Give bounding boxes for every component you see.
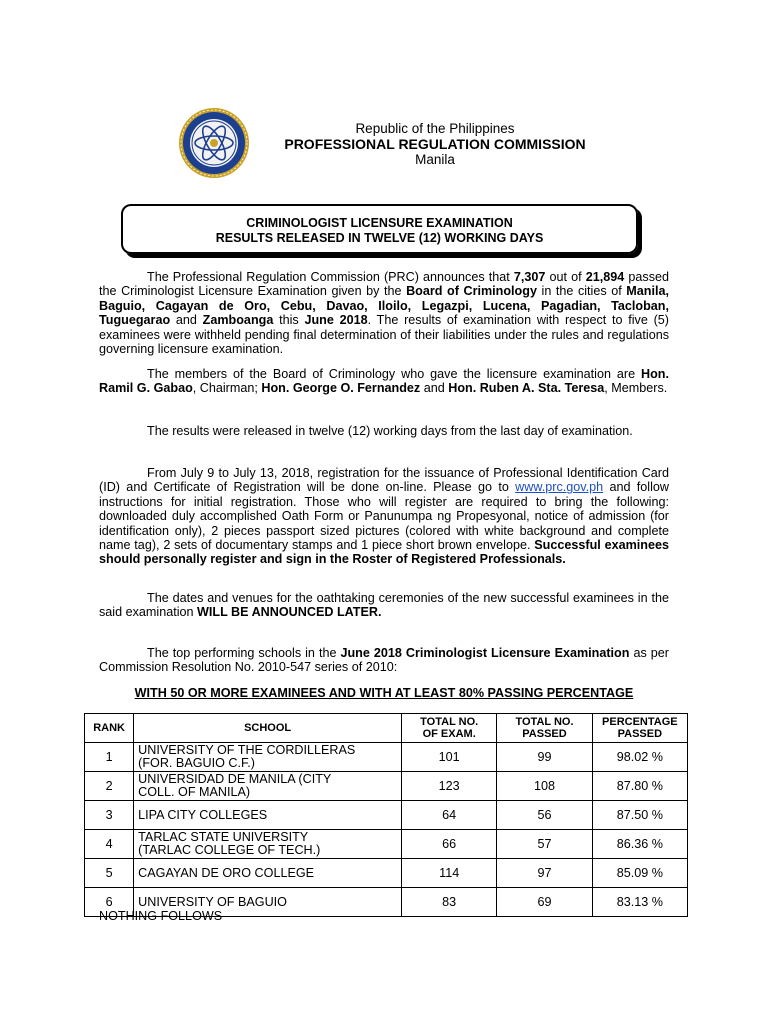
school-name-l1: TARLAC STATE UNIVERSITY bbox=[138, 830, 309, 844]
member-1-name: Hon. George O. Fernandez bbox=[261, 381, 421, 396]
p2-text-c: and bbox=[420, 381, 449, 396]
table-row bbox=[85, 801, 688, 830]
prc-website-link[interactable]: www.prc.gov.ph bbox=[515, 480, 604, 495]
total-passed-cell: 69 bbox=[497, 888, 592, 917]
p2-text-b: , Chairman; bbox=[192, 381, 262, 396]
school-name-l1: LIPA CITY COLLEGES bbox=[138, 807, 268, 822]
paragraph-oathtaking bbox=[99, 591, 669, 620]
total-passed-cell: 108 bbox=[497, 772, 592, 801]
total-exam-cell: 101 bbox=[402, 743, 497, 772]
header-percentage-l2: PASSED bbox=[617, 728, 663, 740]
school-name-l1: UNIVERSITY OF THE CORDILLERAS bbox=[138, 743, 356, 757]
last-city: Zamboanga bbox=[202, 313, 274, 328]
p1-text-g: . The results of examination with respect to five (5) examinees were withheld pending final determination of their liabilities under the rules and regulations governing licensure examination. bbox=[99, 313, 669, 357]
table-row bbox=[85, 772, 688, 801]
table-row bbox=[85, 859, 688, 888]
school-name-l1: CAGAYAN DE ORO COLLEGE bbox=[138, 865, 315, 880]
total-passed-cell: 97 bbox=[497, 859, 592, 888]
exam-date: June 2018 bbox=[304, 313, 368, 328]
total-exam-cell: 123 bbox=[402, 772, 497, 801]
paragraph-release-days bbox=[99, 424, 669, 438]
percentage-cell: 98.02 % bbox=[592, 743, 687, 772]
p1-text-d: in the cities of bbox=[536, 284, 627, 299]
school-cell bbox=[134, 830, 402, 859]
passed-count: 7,307 bbox=[513, 270, 546, 284]
chairman-name: Hon. Ramil G. Gabao bbox=[99, 367, 669, 396]
header-percentage bbox=[592, 714, 687, 743]
title-line-2: RESULTS RELEASED IN TWELVE (12) WORKING DAYS bbox=[215, 231, 544, 245]
rank-cell: 2 bbox=[85, 772, 134, 801]
p4-text-a: From July 9 to July 13, 2018, registration for the issuance of Professional Identification Card (ID) and Certificate of Registration will be done on-line. Please go to bbox=[99, 466, 669, 495]
p5-bold-notice: WILL BE ANNOUNCED LATER. bbox=[197, 605, 382, 620]
school-cell bbox=[134, 859, 402, 888]
criteria-heading: WITH 50 OR MORE EXAMINEES AND WITH AT LEAST 80% PASSING PERCENTAGE bbox=[134, 686, 634, 700]
header-total-exam-l2: OF EXAM. bbox=[422, 728, 476, 740]
rank-cell: 6 bbox=[85, 888, 134, 917]
results-table bbox=[84, 713, 688, 917]
percentage-cell: 87.50 % bbox=[592, 801, 687, 830]
school-name-l2: COLL. OF MANILA) bbox=[138, 785, 251, 799]
total-passed-cell: 99 bbox=[497, 743, 592, 772]
prc-seal-logo bbox=[178, 107, 250, 179]
header-republic: Republic of the Philippines bbox=[355, 121, 515, 136]
p2-text-d: , Members. bbox=[604, 381, 668, 396]
total-exam-cell: 66 bbox=[402, 830, 497, 859]
header-school: SCHOOL bbox=[134, 714, 402, 743]
header-percentage-l1: PERCENTAGE bbox=[602, 716, 678, 728]
total-count: 21,894 bbox=[585, 270, 625, 284]
school-cell bbox=[134, 772, 402, 801]
total-passed-cell: 56 bbox=[497, 801, 592, 830]
p3-text: The results were released in twelve (12) working days from the last day of examination. bbox=[147, 424, 633, 438]
p1-text-f: this bbox=[273, 313, 305, 328]
header-commission: PROFESSIONAL REGULATION COMMISSION bbox=[284, 136, 586, 152]
p6-text-a: The top performing schools in the bbox=[147, 646, 341, 660]
title-line-1: CRIMINOLOGIST LICENSURE EXAMINATION bbox=[246, 216, 513, 230]
p1-text-e: and bbox=[170, 313, 203, 328]
p6-text-b: as per Commission Resolution No. 2010-547 series of 2010: bbox=[99, 646, 669, 675]
header-total-exam bbox=[402, 714, 497, 743]
cities-list: Manila, Baguio, Cagayan de Oro, Cebu, Davao, Iloilo, Legazpi, Lucena, Pagadian, Tacloban, Tuguegarao bbox=[99, 284, 669, 328]
rank-cell: 3 bbox=[85, 801, 134, 830]
school-name-l1: UNIVERSITY OF BAGUIO bbox=[138, 894, 287, 909]
total-exam-cell: 83 bbox=[402, 888, 497, 917]
paragraph-announcement bbox=[99, 270, 669, 356]
school-name-l2: (TARLAC COLLEGE OF TECH.) bbox=[138, 843, 321, 857]
header-total-passed bbox=[497, 714, 592, 743]
paragraph-top-schools bbox=[99, 646, 669, 675]
header-total-passed-l1: TOTAL NO. bbox=[515, 716, 574, 728]
p4-bold-notice: Successful examinees should personally register and sign in the Roster of Registered Professionals. bbox=[99, 538, 669, 567]
rank-cell: 5 bbox=[85, 859, 134, 888]
header-rank: RANK bbox=[85, 714, 134, 743]
school-name-l1: UNIVERSIDAD DE MANILA (CITY bbox=[138, 772, 332, 786]
total-passed-cell: 57 bbox=[497, 830, 592, 859]
table-header-row bbox=[85, 714, 688, 743]
table-row bbox=[85, 743, 688, 772]
percentage-cell: 87.80 % bbox=[592, 772, 687, 801]
header-total-exam-l1: TOTAL NO. bbox=[420, 716, 479, 728]
p5-text-a: The dates and venues for the oathtaking ceremonies of the new successful examinees in the said examination bbox=[99, 591, 669, 620]
p2-text-a: The members of the Board of Criminology who gave the licensure examination are bbox=[147, 367, 642, 381]
p1-text-b: out of bbox=[545, 270, 586, 284]
total-exam-cell: 114 bbox=[402, 859, 497, 888]
percentage-cell: 83.13 % bbox=[592, 888, 687, 917]
percentage-cell: 86.36 % bbox=[592, 830, 687, 859]
table-row bbox=[85, 830, 688, 859]
header-total-passed-l2: PASSED bbox=[522, 728, 567, 740]
p1-text-c: passed the Criminologist Licensure Examination given by the bbox=[99, 270, 670, 299]
school-name-l2: (FOR. BAGUIO C.F.) bbox=[138, 756, 255, 770]
board-name: Board of Criminology bbox=[406, 284, 537, 299]
school-cell bbox=[134, 743, 402, 772]
header-city: Manila bbox=[415, 152, 455, 167]
school-cell bbox=[134, 801, 402, 830]
total-exam-cell: 64 bbox=[402, 801, 497, 830]
rank-cell: 1 bbox=[85, 743, 134, 772]
paragraph-board-members bbox=[99, 367, 669, 396]
p4-text-b: and follow instructions for initial registration. Those who will register are required to bring the following: downloaded duly accomplished Oath Form or Panunumpa ng Propesyonal, notice of admission (for identification only), 2 pieces passport sized pictures (colored with white background and complete name tag), 2 sets of documentary stamps and 1 piece short brown envelope. bbox=[99, 480, 669, 553]
paragraph-registration bbox=[99, 466, 669, 567]
percentage-cell: 85.09 % bbox=[592, 859, 687, 888]
p6-bold-exam: June 2018 Criminologist Licensure Examination bbox=[340, 646, 630, 660]
p1-text-a: The Professional Regulation Commission (PRC) announces that bbox=[147, 270, 514, 284]
rank-cell: 4 bbox=[85, 830, 134, 859]
nothing-follows: NOTHING FOLLOWS-------------------------------- bbox=[99, 909, 357, 923]
title-box bbox=[121, 204, 638, 254]
member-2-name: Hon. Ruben A. Sta. Teresa bbox=[448, 381, 605, 396]
